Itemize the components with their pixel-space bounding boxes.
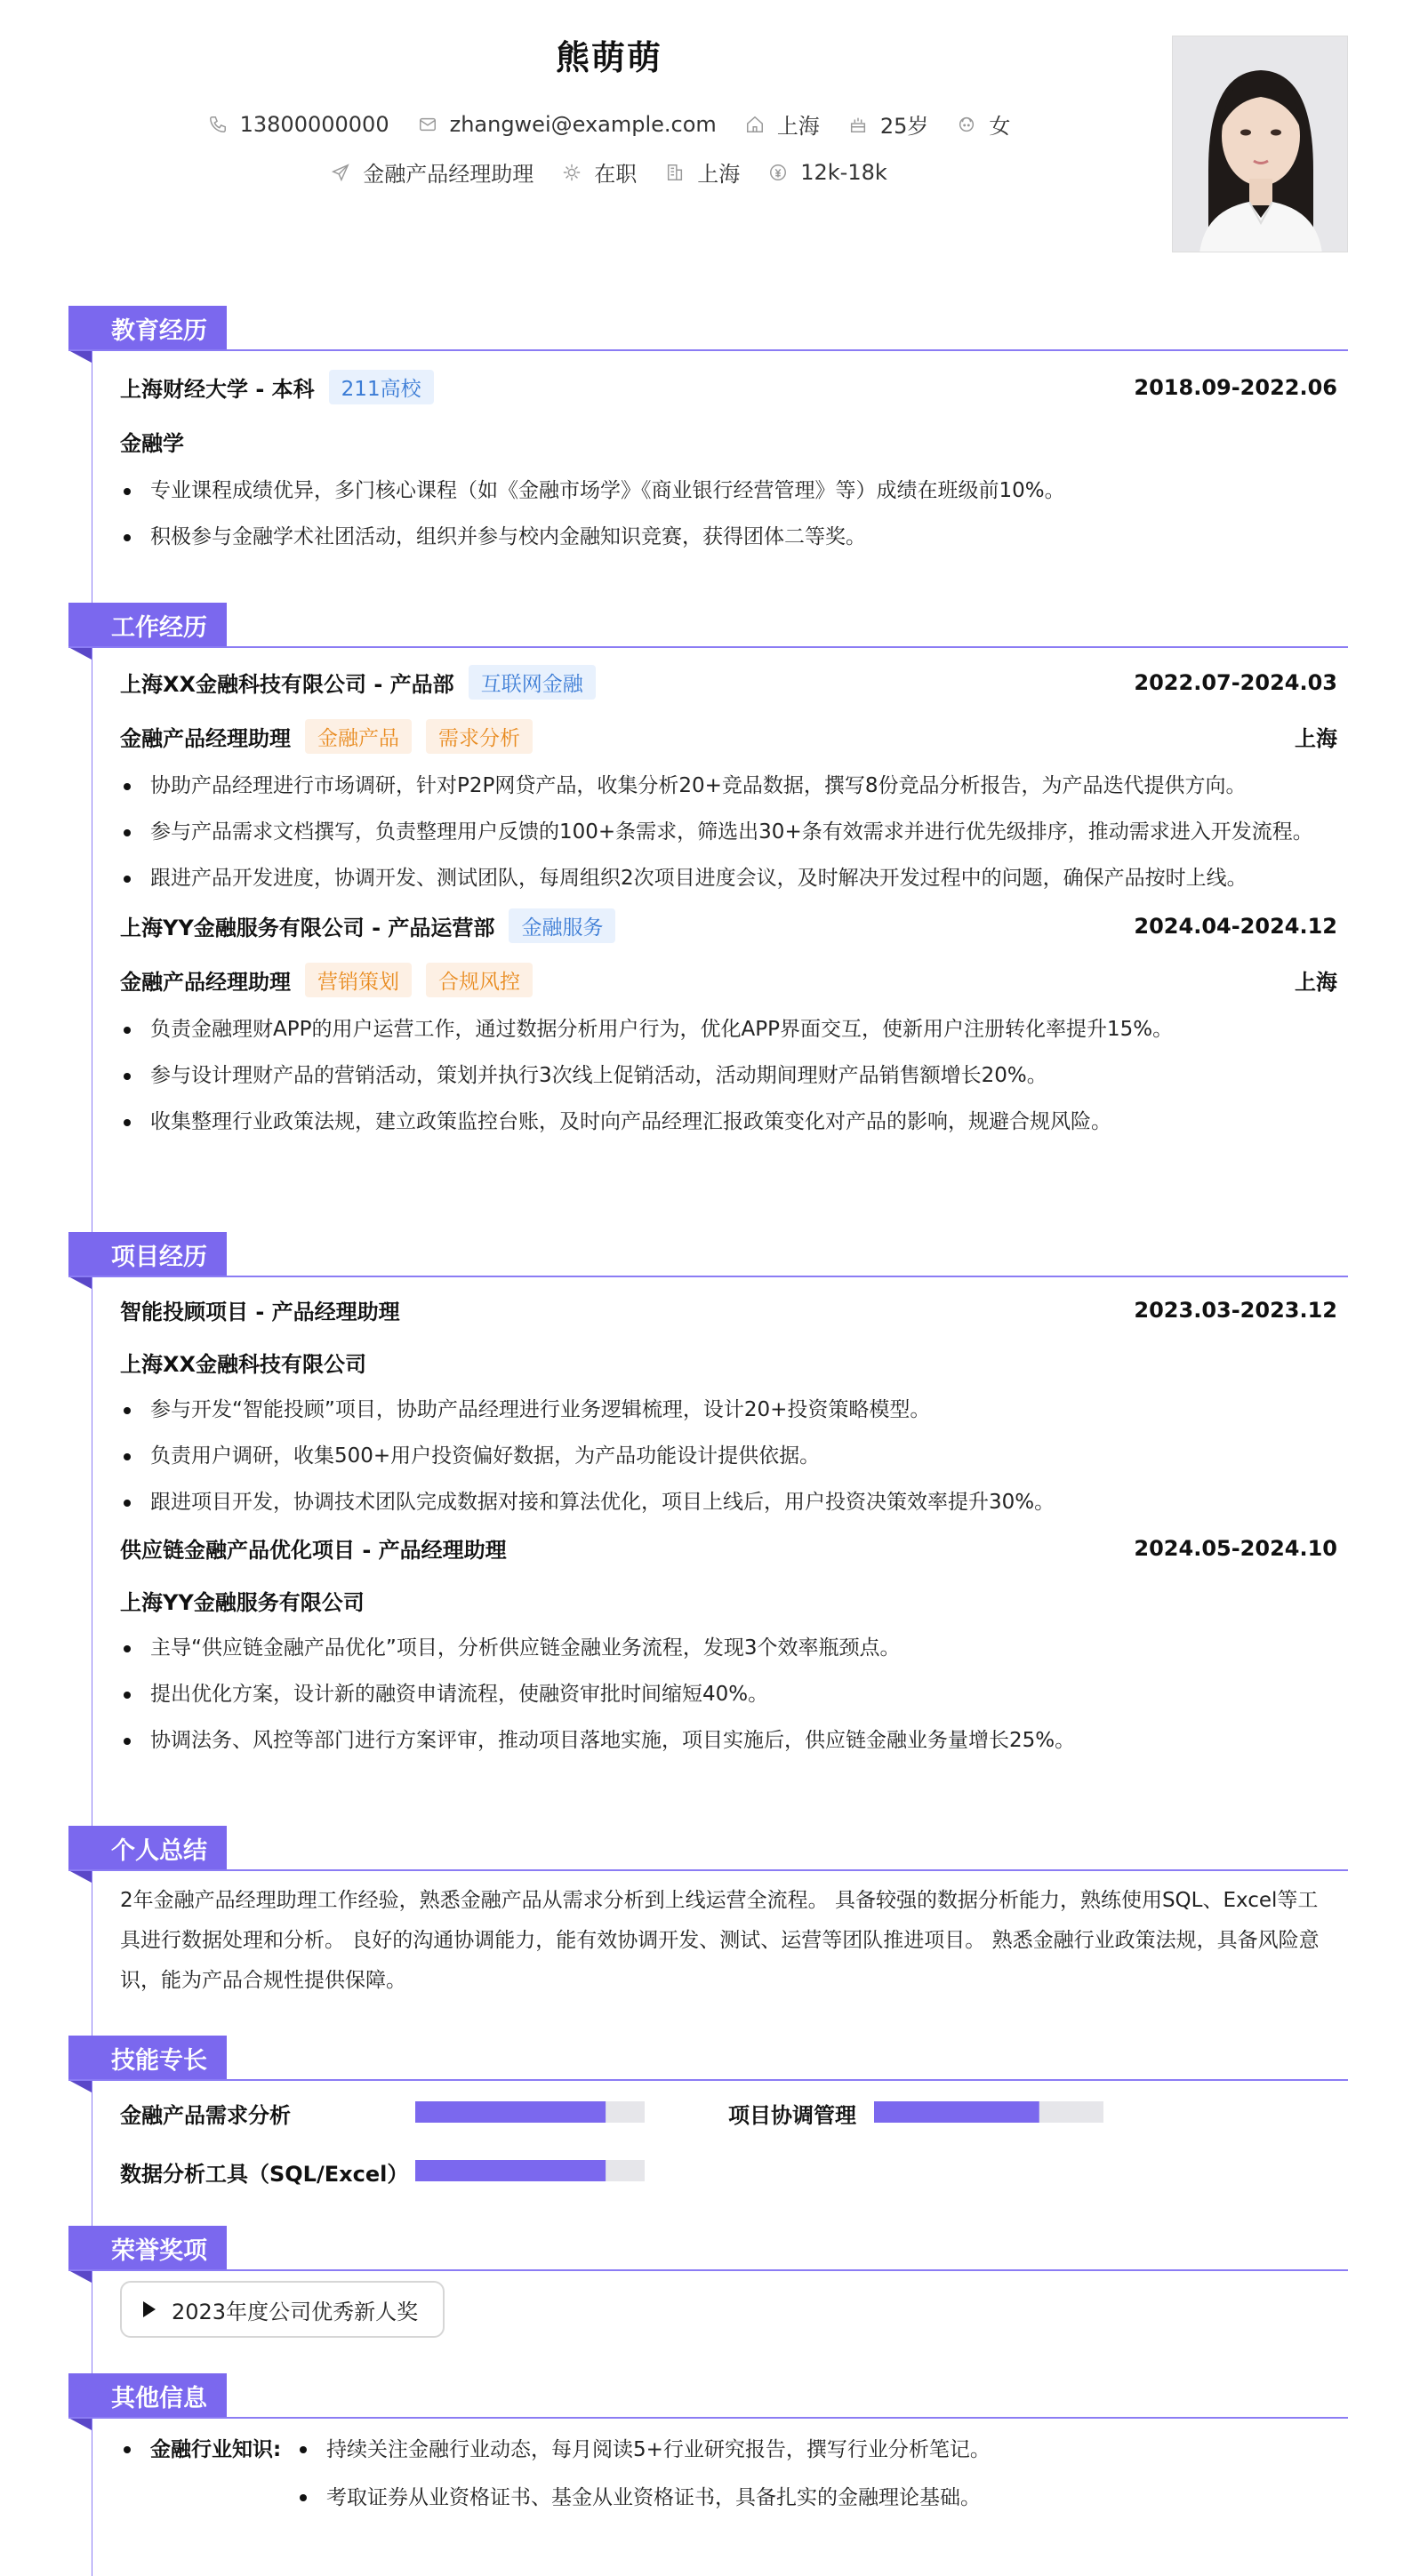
summary-section xyxy=(68,1826,1348,2001)
role-tag: 营销策划 xyxy=(305,963,412,997)
education-section xyxy=(68,306,1348,556)
list-item: 提出优化方案，设计新的融资申请流程，使融资审批时间缩短40%。 xyxy=(120,1675,1337,1714)
section-header xyxy=(68,2373,1348,2418)
cake-icon xyxy=(848,115,868,134)
skill-item xyxy=(120,2098,291,2129)
list-item: 跟进项目开发，协调技术团队完成数据对接和算法优化，项目上线后，用户投资决策效率提升30%。 xyxy=(120,1483,1337,1522)
job-city: 上海 xyxy=(1295,726,1337,751)
resume-header xyxy=(0,0,1412,267)
skill-fill xyxy=(415,2101,606,2123)
honors-section xyxy=(68,2226,1348,2338)
award-badge xyxy=(120,2281,445,2338)
phone-text: 13800000000 xyxy=(239,111,389,137)
job-intent-row xyxy=(0,156,1218,188)
education-body xyxy=(68,370,1348,556)
project-date: 2024.05-2024.10 xyxy=(1134,1535,1337,1561)
skill-bar xyxy=(415,2101,645,2123)
skills-section xyxy=(68,2036,1348,2187)
section-title: 荣誉奖项 xyxy=(68,2226,227,2270)
project-bullets xyxy=(120,1390,1337,1522)
award-text: 2023年度公司优秀新人奖 xyxy=(172,2299,419,2324)
age-text: 25岁 xyxy=(879,114,929,139)
other-info-row xyxy=(120,2428,1337,2519)
skill-fill xyxy=(415,2160,606,2181)
section-divider xyxy=(68,646,1348,648)
other-body xyxy=(68,2418,1348,2519)
company-tag: 金融服务 xyxy=(509,908,615,943)
summary-body xyxy=(68,1870,1348,2001)
play-triangle-icon xyxy=(143,2301,156,2317)
job-date: 2024.04-2024.12 xyxy=(1134,913,1337,939)
list-item: 持续关注金融行业动态，每月阅读5+行业研究报告，撰写行业分析笔记。 xyxy=(294,2428,991,2471)
major: 金融学 xyxy=(120,431,184,456)
education-bullets xyxy=(120,471,1337,556)
list-item: 考取证券从业资格证书、基金从业资格证书，具备扎实的金融理论基础。 xyxy=(294,2476,991,2519)
job-date: 2022.07-2024.03 xyxy=(1134,669,1337,695)
projects-body xyxy=(68,1294,1348,1760)
skill-item xyxy=(728,2098,856,2129)
education-date: 2018.09-2022.06 xyxy=(1134,374,1337,400)
project-bullets xyxy=(120,1628,1337,1760)
projects-section xyxy=(68,1232,1348,1760)
list-item: 专业课程成绩优异，多门核心课程（如《金融市场学》《商业银行经营管理》等）成绩在班级前10%。 xyxy=(120,471,1337,510)
job-header xyxy=(120,665,1337,700)
skill-grid xyxy=(120,2080,1337,2187)
company-name: 上海XX金融科技有限公司 - 产品部 xyxy=(120,672,454,697)
role-row xyxy=(120,963,1337,997)
other-info-label: 金融行业知识: xyxy=(120,2428,294,2519)
job-city: 上海 xyxy=(1295,970,1337,995)
section-header xyxy=(68,2226,1348,2270)
list-item: 收集整理行业政策法规，建立政策监控台账，及时向产品经理汇报政策变化对产品的影响，规避合规风险。 xyxy=(120,1102,1337,1141)
location-item xyxy=(745,108,820,140)
list-item: 负责金融理财APP的用户运营工作，通过数据分析用户行为，优化APP界面交互，使新用户注册转化率提升15%。 xyxy=(120,1010,1337,1049)
company-tag: 互联网金融 xyxy=(469,665,596,700)
phone-item xyxy=(208,112,389,137)
send-icon xyxy=(331,163,350,182)
section-title: 工作经历 xyxy=(68,603,227,647)
skill-bar xyxy=(874,2101,1103,2123)
skill-bar xyxy=(415,2160,645,2181)
salary-text: 12k-18k xyxy=(800,159,887,185)
project-name: 智能投顾项目 - 产品经理助理 xyxy=(120,1300,400,1324)
work-body xyxy=(68,665,1348,1141)
job-bullets xyxy=(120,1010,1337,1141)
section-header xyxy=(68,1232,1348,1276)
list-item: 参与产品需求文档撰写，负责整理用户反馈的100+条需求，筛选出30+条有效需求并进行优先级排序，推动需求进入开发流程。 xyxy=(120,812,1337,852)
home-icon xyxy=(745,115,765,134)
list-item: 协调法务、风控等部门进行方案评审，推动项目落地实施，项目实施后，供应链金融业务量增长25%。 xyxy=(120,1721,1337,1760)
email-item xyxy=(418,112,717,137)
section-title: 教育经历 xyxy=(68,306,227,350)
honors-body xyxy=(68,2270,1348,2338)
email-text: zhangwei@example.com xyxy=(449,111,717,137)
portrait-icon xyxy=(1173,36,1348,252)
skill-item xyxy=(120,2156,408,2188)
contact-row xyxy=(0,108,1218,140)
company-name: 上海YY金融服务有限公司 - 产品运营部 xyxy=(120,916,495,940)
work-section xyxy=(68,603,1348,1141)
project-company: 上海YY金融服务有限公司 xyxy=(120,1590,365,1615)
role-tag: 合规风控 xyxy=(426,963,533,997)
status-item xyxy=(562,156,637,188)
list-item: 主导“供应链金融产品优化”项目，分析供应链金融业务流程，发现3个效率瓶颈点。 xyxy=(120,1628,1337,1668)
school-tag: 211高校 xyxy=(329,370,434,404)
job-header xyxy=(120,908,1337,943)
building-icon xyxy=(665,163,685,182)
salary-icon xyxy=(768,163,788,182)
list-item: 积极参与金融学术社团活动，组织并参与校内金融知识竞赛，获得团体二等奖。 xyxy=(120,517,1337,556)
target-role-text: 金融产品经理助理 xyxy=(363,162,534,187)
other-info-list xyxy=(294,2428,991,2519)
list-item: 跟进产品开发进度，协调开发、测试团队，每周组织2次项目进度会议，及时解决开发过程中的问题，确保产品按时上线。 xyxy=(120,859,1337,898)
section-title: 其他信息 xyxy=(68,2373,227,2418)
section-title: 个人总结 xyxy=(68,1826,227,1870)
status-text: 在职 xyxy=(594,162,638,187)
section-divider xyxy=(68,349,1348,351)
section-header xyxy=(68,603,1348,647)
section-header xyxy=(68,306,1348,350)
age-item xyxy=(848,108,929,140)
section-header xyxy=(68,2036,1348,2080)
location-text: 上海 xyxy=(776,114,820,139)
summary-text: 2年金融产品经理助理工作经验，熟悉金融产品从需求分析到上线运营全流程。 具备较强的数据分析能力，熟练使用SQL、Excel等工具进行数据处理和分析。 良好的沟通协调能力，能有效协调开发、测试、运营等团队推进项目。 熟悉金融行业政策法规，具备风险意识，能为产品合规性提供保障。 xyxy=(120,1889,1320,1992)
project-header xyxy=(120,1532,1337,1564)
role-row xyxy=(120,719,1337,754)
education-row xyxy=(120,370,1337,404)
role-title: 金融产品经理助理 xyxy=(120,970,291,995)
status-icon xyxy=(562,163,582,182)
project-header xyxy=(120,1294,1337,1325)
job-bullets xyxy=(120,766,1337,898)
gender-text: 女 xyxy=(989,114,1011,139)
gender-item xyxy=(957,108,1010,140)
role-title: 金融产品经理助理 xyxy=(120,726,291,751)
salary-item xyxy=(768,160,887,185)
project-name: 供应链金融产品优化项目 - 产品经理助理 xyxy=(120,1538,507,1563)
skill-fill xyxy=(874,2101,1039,2123)
other-section xyxy=(68,2373,1348,2519)
list-item: 负责用户调研，收集500+用户投资偏好数据，为产品功能设计提供依据。 xyxy=(120,1436,1337,1476)
phone-icon xyxy=(208,115,228,134)
list-item: 协助产品经理进行市场调研，针对P2P网贷产品，收集分析20+竞品数据，撰写8份竞品分析报告，为产品迭代提供方向。 xyxy=(120,766,1337,805)
school-name: 上海财经大学 - 本科 xyxy=(120,377,315,402)
role-tag: 需求分析 xyxy=(426,719,533,754)
section-title: 技能专长 xyxy=(68,2036,227,2080)
mail-icon xyxy=(418,115,437,134)
role-tag: 金融产品 xyxy=(305,719,412,754)
profile-photo xyxy=(1172,36,1348,252)
section-divider xyxy=(68,1276,1348,1277)
project-company: 上海XX金融科技有限公司 xyxy=(120,1352,367,1377)
section-title: 项目经历 xyxy=(68,1232,227,1276)
candidate-name: 熊萌萌 xyxy=(555,38,662,77)
target-city-text: 上海 xyxy=(697,162,741,187)
section-header xyxy=(68,1826,1348,1870)
list-item: 参与设计理财产品的营销活动，策划并执行3次线上促销活动，活动期间理财产品销售额增长20%。 xyxy=(120,1056,1337,1095)
project-date: 2023.03-2023.12 xyxy=(1134,1297,1337,1323)
list-item: 参与开发“智能投顾”项目，协助产品经理进行业务逻辑梳理，设计20+投资策略模型。 xyxy=(120,1390,1337,1429)
skills-body xyxy=(68,2080,1348,2187)
skill-name: 金融产品需求分析 xyxy=(120,2103,291,2128)
skill-name: 项目协调管理 xyxy=(728,2103,856,2128)
target-city-item xyxy=(665,156,740,188)
target-role-item xyxy=(331,156,534,188)
skill-name: 数据分析工具（SQL/Excel） xyxy=(120,2162,409,2187)
gender-icon xyxy=(957,115,976,134)
